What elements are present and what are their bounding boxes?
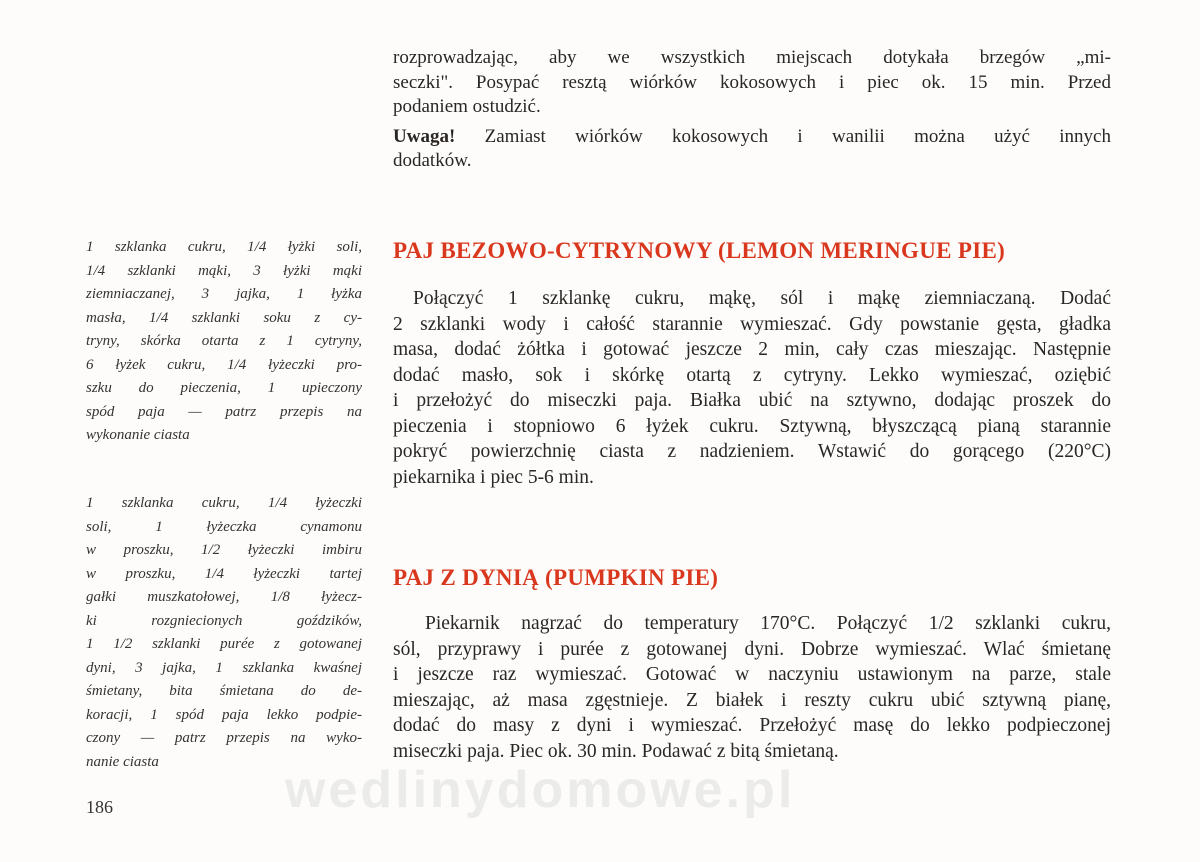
- ingredient-line: koracji, 1 spód paja lekko podpie-: [86, 706, 362, 723]
- text-line: miseczki paja. Piec ok. 30 min. Podawać z bitą śmietaną.: [393, 740, 839, 762]
- text-line: Piekarnik nagrzać do temperatury 170°C. Połączyć 1/2 szklanki cukru,: [425, 613, 1111, 634]
- text-line: dodać do masy z dyni i wymieszać. Przełożyć masę do lekko podpieczonej: [393, 715, 1111, 736]
- ingredient-line: soli, 1 łyżeczka cynamonu: [86, 518, 362, 535]
- page-number: 186: [86, 797, 113, 817]
- note-paragraph: [393, 125, 1111, 174]
- ingredient-line: masła, 1/4 szklanki soku z cy-: [86, 309, 362, 326]
- ingredient-line: szku do pieczenia, 1 upieczony: [86, 380, 362, 396]
- ingredient-line: tryny, skórka otarta z 1 cytryny,: [86, 333, 362, 349]
- text-line: masa, dodać żółtka i gotować jeszcze 2 min, cały czas mieszając. Następnie: [393, 339, 1111, 360]
- ingredient-line: ziemniaczanej, 3 jajka, 1 łyżka: [86, 286, 362, 302]
- ingredient-line: spód paja — patrz przepis na: [86, 403, 362, 420]
- text-line: rozprowadzając, aby we wszystkich miejscach dotykała brzegów „mi-: [393, 47, 1111, 68]
- recipe-pumpkin-pie: [393, 565, 1111, 764]
- text-line: pokryć powierzchnię ciasta z nadzieniem. Wstawić do gorącego (220°C): [393, 441, 1111, 462]
- text-line: i jeszcze raz wymieszać. Gotować w naczyniu ustawionym na parze, stale: [393, 664, 1111, 685]
- ingredient-line: dyni, 3 jajka, 1 szklanka kwaśnej: [86, 659, 362, 676]
- text-line: Połączyć 1 szklankę cukru, mąkę, sól i mąkę ziemniaczaną. Dodać: [413, 288, 1111, 309]
- continuation-paragraph: [393, 46, 1111, 120]
- ingredient-line: 1 1/2 szklanki purée z gotowanej: [86, 636, 362, 652]
- ingredients-lemon-meringue: [86, 236, 362, 448]
- note-text: Zamiast wiórków kokosowych i wanilii można użyć innych: [455, 125, 1111, 147]
- ingredient-line: ki rozgniecionych goździków,: [86, 612, 362, 629]
- text-line: podaniem ostudzić.: [393, 96, 541, 117]
- text-line: dodatków.: [393, 150, 472, 171]
- ingredient-line: 1 szklanka cukru, 1/4 łyżki soli,: [86, 239, 362, 255]
- ingredient-line: gałki muszkatołowej, 1/8 łyżecz-: [86, 589, 362, 605]
- text-line: sól, przyprawy i purée z gotowanej dyni. Dobrze wymieszać. Wlać śmietanę: [393, 638, 1111, 660]
- recipe-lemon-meringue: [393, 238, 1111, 490]
- text-line: [393, 125, 1111, 150]
- watermark: wedlinydomowe.pl: [285, 761, 796, 819]
- text-line: 2 szklanki wody i całość starannie wymieszać. Gdy powstanie gęsta, gładka: [393, 313, 1111, 335]
- previous-recipe-continuation: [393, 46, 1111, 174]
- recipe-title: PAJ Z DYNIĄ (PUMPKIN PIE): [393, 565, 719, 590]
- ingredient-line: śmietany, bita śmietana do de-: [86, 683, 362, 699]
- ingredient-line: w proszku, 1/2 łyżeczki imbiru: [86, 542, 362, 558]
- ingredient-line: w proszku, 1/4 łyżeczki tartej: [86, 565, 362, 582]
- note-label: Uwaga!: [393, 125, 456, 147]
- ingredient-line: 1 szklanka cukru, 1/4 łyżeczki: [86, 495, 362, 511]
- text-line: pieczenia i stopniowo 6 łyżek cukru. Sztywną, błyszczącą pianą starannie: [393, 415, 1111, 437]
- text-line: i przełożyć do miseczki paja. Białka ubić na sztywno, dodając proszek do: [393, 390, 1111, 411]
- text-line: seczki". Posypać resztą wiórków kokosowych i piec ok. 15 min. Przed: [393, 71, 1111, 93]
- ingredient-line: 6 łyżek cukru, 1/4 łyżeczki pro-: [86, 356, 362, 373]
- recipe-title: PAJ BEZOWO-CYTRYNOWY (LEMON MERINGUE PIE): [393, 238, 1006, 263]
- text-line: mieszając, aż masa zgęstnieje. Z białek i reszty cukru ubić sztywną pianę,: [393, 689, 1111, 711]
- ingredient-line: nanie ciasta: [86, 753, 159, 770]
- text-line: dodać masło, sok i skórkę otartą z cytryny. Lekko wymieszać, oziębić: [393, 364, 1111, 386]
- recipe-method: [393, 611, 1111, 764]
- ingredient-line: czony — patrz przepis na wyko-: [86, 730, 362, 746]
- ingredient-line: 1/4 szklanki mąki, 3 łyżki mąki: [86, 262, 362, 279]
- recipe-method: [393, 286, 1111, 490]
- ingredient-line: wykonanie ciasta: [86, 427, 190, 443]
- text-line: piekarnika i piec 5-6 min.: [393, 466, 594, 488]
- ingredients-pumpkin-pie: [86, 492, 362, 774]
